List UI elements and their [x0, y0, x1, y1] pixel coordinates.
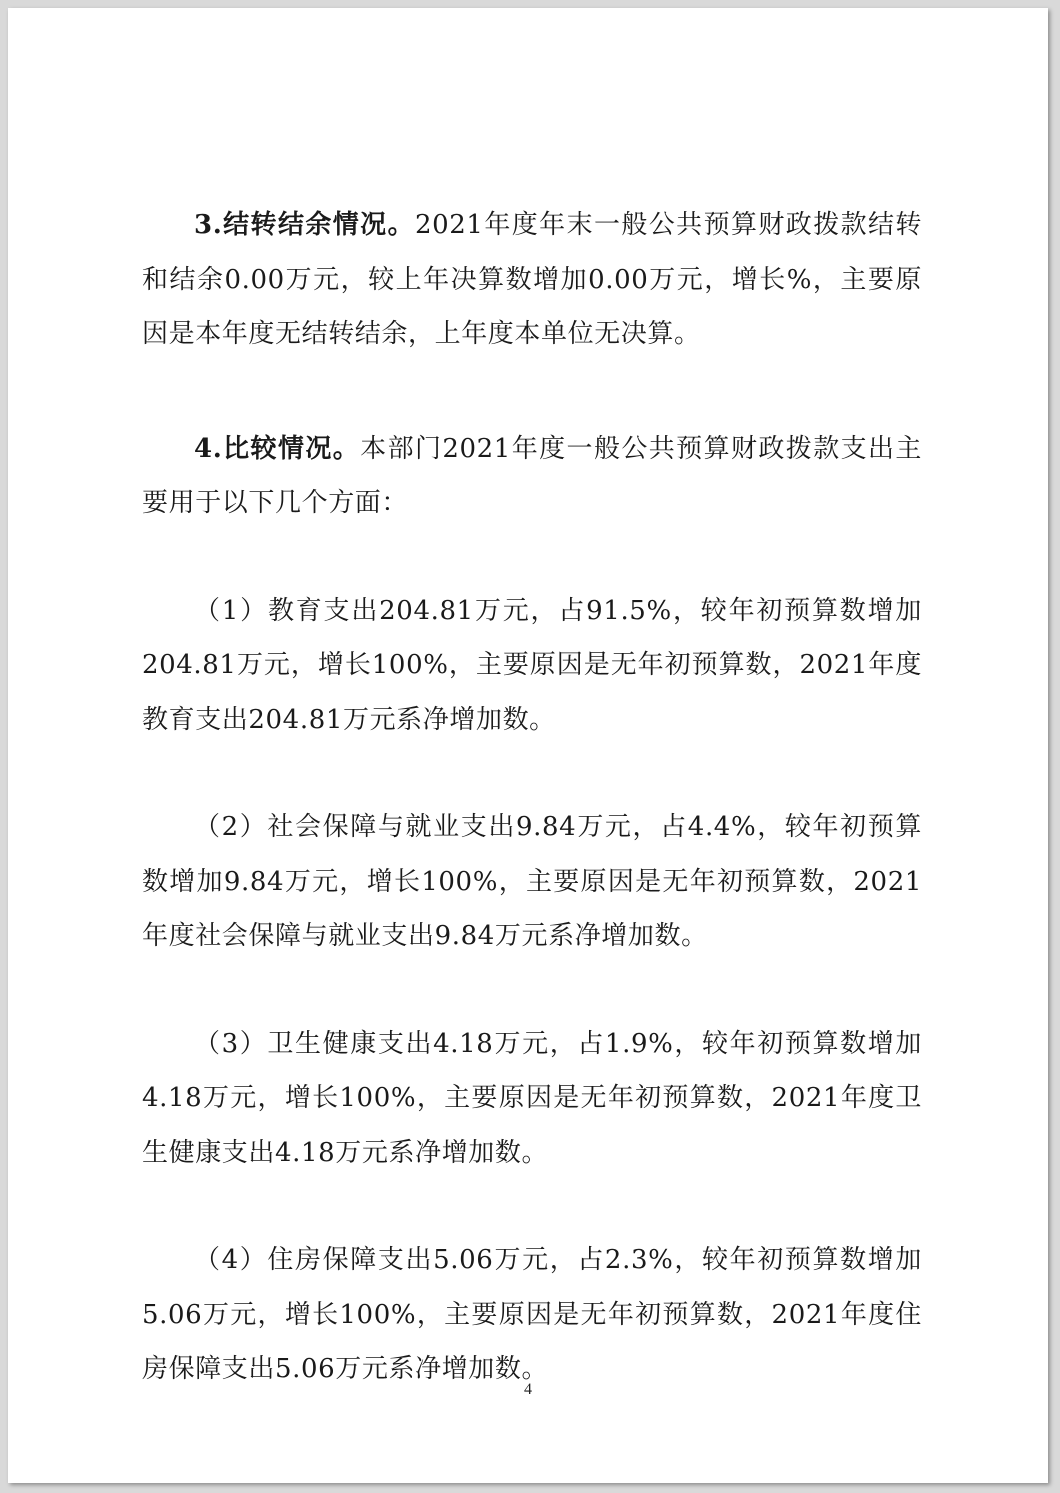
paragraph-text: （1）教育支出204.81万元，占91.5%，较年初预算数增加204.81万元，增长100%，主要原因是无年初预算数，2021年度教育支出204.81万元系净增加数。 [142, 595, 922, 735]
paragraph-carryover-balance [142, 198, 922, 362]
paragraph-education-expense [142, 584, 922, 748]
heading-comparison: 4.比较情况。 [194, 433, 361, 464]
paragraph-text: （2）社会保障与就业支出9.84万元，占4.4%，较年初预算数增加9.84万元，增长100%，主要原因是无年初预算数，2021年度社会保障与就业支出9.84万元系净增加数。 [142, 812, 922, 951]
heading-carryover-balance: 3.结转结余情况。 [194, 210, 415, 240]
paragraph-text: （4）住房保障支出5.06万元，占2.3%，较年初预算数增加5.06万元，增长100%，主要原因是无年初预算数，2021年度住房保障支出5.06万元系净增加数。 [142, 1245, 922, 1384]
page-number: 4 [524, 1381, 532, 1398]
document-body [142, 198, 922, 1450]
document-page [8, 8, 1048, 1483]
paragraph-comparison [142, 422, 922, 531]
paragraph-text: 本部门2021年度一般公共预算财政拨款支出主要用于以下几个方面： [142, 433, 923, 518]
paragraph-health-expense [142, 1017, 922, 1181]
paragraph-social-security-expense [142, 800, 922, 964]
paragraph-text: 2021年度年末一般公共预算财政拨款结转和结余0.00万元，较上年决算数增加0.00万元，增长%，主要原因是本年度无结转结余，上年度本单位无决算。 [142, 210, 923, 349]
paragraph-text: （3）卫生健康支出4.18万元，占1.9%，较年初预算数增加4.18万元，增长100%，主要原因是无年初预算数，2021年度卫生健康支出4.18万元系净增加数。 [142, 1028, 922, 1168]
paragraph-housing-expense [142, 1233, 922, 1397]
